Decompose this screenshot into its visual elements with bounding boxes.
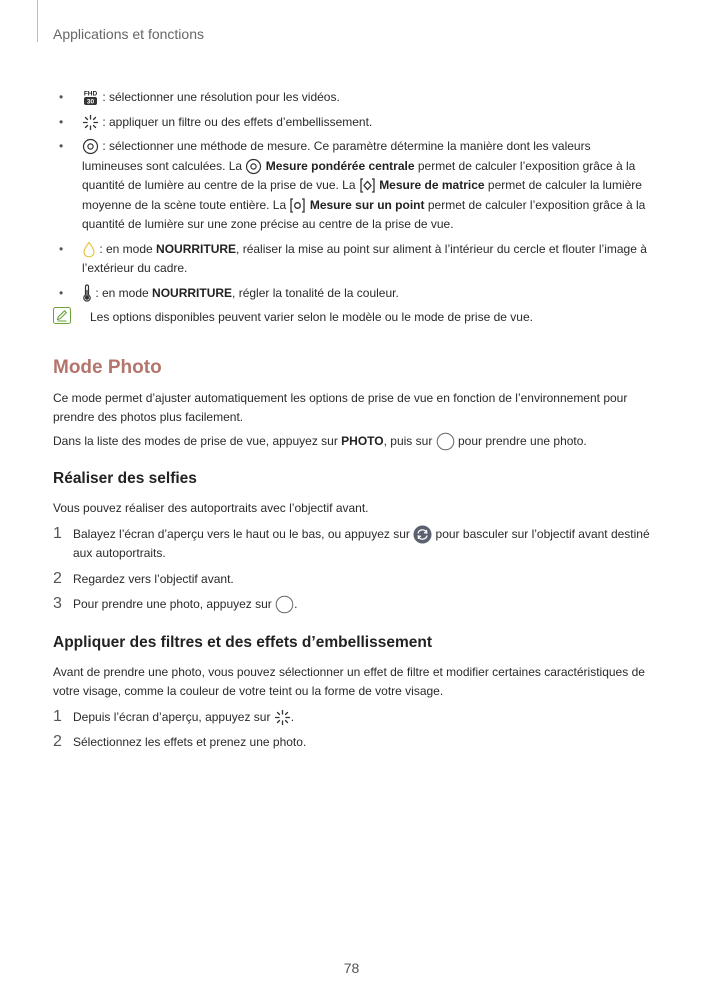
spot-label: Mesure sur un point (309, 197, 425, 212)
filters-step2-text: Sélectionnez les effets et prenez une photo. (73, 735, 307, 749)
food-focus-text-b: , réaliser la mise au point sur aliment à l’intérieur du cercle et flouter l’image à l’extérieur du cadre. (82, 241, 647, 275)
step-number: 2 (53, 569, 62, 587)
food-mode-label-2: NOURRITURE (152, 285, 233, 300)
selfies-step-2 (53, 570, 651, 590)
selfies-step3-text-a: Pour prendre une photo, appuyez sur (73, 597, 276, 611)
page-number: 78 (343, 960, 360, 976)
filters-intro: Avant de prendre une photo, vous pouvez sélectionner un effet de filtre et modifier certaines caractéristiques de votre visage, comme la couleur de votre teint ou la forme de votre visage. (53, 664, 645, 698)
fhd-30-icon (82, 89, 99, 106)
bullet-dot: • (59, 139, 64, 153)
center-weighted-icon (245, 158, 262, 175)
instruction-text-c: pour prendre une photo. (454, 433, 587, 448)
metering-text-d: permet de calculer l’exposition grâce à la quantité de lumière sur une zone précise au centre de la prise de vue. (82, 197, 646, 231)
selfies-step-3 (53, 595, 651, 615)
food-focus-text-a: : en mode (96, 241, 157, 256)
bullet-food-focus (53, 240, 651, 279)
step-number: 1 (53, 524, 62, 542)
bullet-dot: • (59, 241, 64, 256)
note-text: Les options disponibles peuvent varier selon le modèle ou le mode de prise de vue. (90, 310, 533, 324)
mode-photo-intro: Ce mode permet d’ajuster automatiquement les options de prise de vue en fonction de l’environnement pour prendre des photos plus facilement. (53, 390, 628, 424)
food-mode-label: NOURRITURE (156, 241, 237, 256)
thermometer-icon (82, 284, 92, 302)
metering-text-a: : sélectionner une méthode de mesure. Ce paramètre détermine la manière dont les valeurs lumineuses sont calculées. La (82, 139, 591, 173)
matrix-icon (359, 177, 376, 194)
shutter-button-icon (275, 595, 294, 614)
metering-text-b: permet de calculer l’exposition grâce à la quantité de lumière au centre de la prise de vue. La (82, 158, 636, 192)
selfies-step1-text-b: pour basculer sur l’objectif avant destiné aux autoportraits. (73, 526, 650, 560)
page-header-title: Applications et fonctions (53, 26, 204, 42)
bullet-filters (53, 113, 651, 133)
metering-icon (82, 138, 99, 155)
note-pencil-icon (53, 307, 71, 324)
filters-step1-text-a: Depuis l’écran d’aperçu, appuyez sur (73, 709, 274, 724)
bullet-dot: • (59, 90, 64, 104)
instruction-text-b: , puis sur (383, 433, 436, 448)
section-title-selfies: Réaliser des selfies (53, 470, 197, 487)
filters-step-1 (53, 708, 651, 728)
instruction-text-a: Dans la liste des modes de prise de vue, appuyez sur (53, 433, 342, 448)
metering-text-c: permet de calculer la lumière moyenne de la scène toute entière. La (82, 178, 642, 212)
bullet-dot: • (59, 285, 64, 300)
section-title-filters: Appliquer des filtres et des effets d’embellissement (53, 633, 433, 651)
spot-icon (289, 197, 306, 214)
note (53, 308, 651, 328)
selfies-step1-text-a: Balayez l’écran d’aperçu vers le haut ou le bas, ou appuyez sur (73, 526, 414, 541)
filters-step-2 (53, 733, 651, 753)
bullet-resolution-text: : sélectionner une résolution pour les vidéos. (99, 90, 340, 104)
bullet-dot: • (59, 114, 64, 129)
selfies-intro: Vous pouvez réaliser des autoportraits avec l’objectif avant. (53, 501, 369, 515)
filter-sparkle-icon (82, 114, 99, 131)
selfies-step2-text: Regardez vers l’objectif avant. (73, 571, 234, 586)
shutter-button-icon (436, 432, 455, 451)
center-weighted-label: Mesure pondérée centrale (265, 158, 415, 173)
bullet-metering (53, 137, 651, 235)
bullet-resolution (53, 88, 651, 108)
section-title-mode-photo: Mode Photo (53, 356, 162, 378)
selfies-step3-text-b: . (294, 597, 298, 611)
step-number: 3 (53, 595, 62, 612)
header-rule (37, 0, 38, 42)
filter-sparkle-icon (274, 709, 291, 726)
step-number: 2 (53, 733, 62, 750)
fhd-label: FHD (83, 90, 98, 98)
matrix-label: Mesure de matrice (379, 178, 485, 192)
filters-step1-text-b: . (290, 709, 295, 724)
photo-mode-label: PHOTO (341, 433, 384, 448)
switch-camera-icon (413, 525, 432, 544)
page-content (53, 88, 651, 757)
step-number: 1 (53, 707, 62, 725)
fps-label: 30 (86, 98, 95, 106)
food-tone-text-a: : en mode (92, 285, 153, 300)
bullet-food-tone (53, 284, 651, 304)
mode-photo-instruction (53, 432, 651, 452)
focus-circle-icon (82, 241, 96, 258)
bullet-filters-text: : appliquer un filtre ou des effets d’embellissement. (99, 114, 373, 129)
selfies-step-1 (53, 525, 651, 564)
food-tone-text-b: , régler la tonalité de la couleur. (232, 285, 399, 300)
